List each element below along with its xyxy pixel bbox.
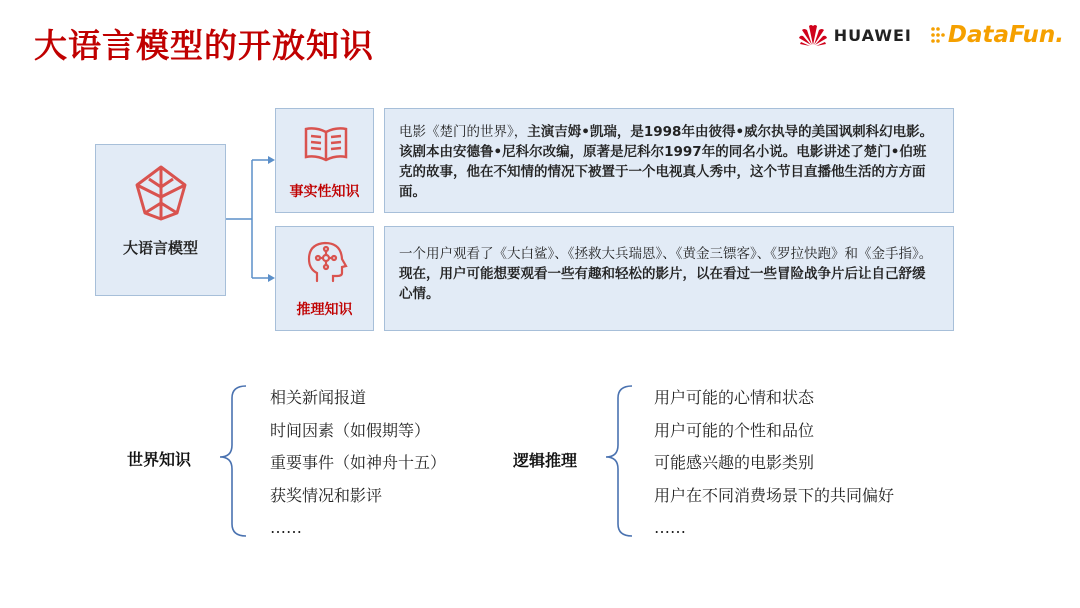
list-item: 相关新闻报道 bbox=[270, 388, 367, 407]
reasoning-example-lead: 一个用户观看了《大白鲨》、《拯救大兵瑞恩》、《黄金三镖客》、《罗拉快跑》和《金手指》。 bbox=[399, 246, 933, 262]
list-item: 用户可能的心情和状态 bbox=[654, 388, 815, 407]
huawei-wordmark: HUAWEI bbox=[833, 25, 912, 45]
list-item: 时间因素（如假期等） bbox=[270, 420, 431, 440]
datafun-wordmark: DataFun. bbox=[947, 22, 1064, 48]
page-title: 大语言模型的开放知识 bbox=[34, 26, 374, 65]
list-item: 获奖情况和影评 bbox=[270, 485, 383, 505]
factual-example-lead: 电影《楚门的世界》， bbox=[399, 124, 528, 140]
reasoning-knowledge-label: 推理知识 bbox=[296, 302, 353, 318]
factual-knowledge-label: 事实性知识 bbox=[289, 184, 360, 200]
list-item: …… bbox=[270, 518, 302, 537]
llm-node-label: 大语言模型 bbox=[122, 239, 198, 257]
world-knowledge-brace bbox=[220, 386, 246, 536]
list-item: …… bbox=[654, 518, 686, 537]
logical-reasoning-label: 逻辑推理 bbox=[513, 451, 578, 470]
factual-example-body: 主演吉姆•凯瑞，是1998年由彼得•威尔执导的美国讽刺科幻电影。该剧本由安德鲁•尼科尔改编，原著是尼科尔1997年的同名小说。电影讲述了楚门•伯班克的故事，他在不知情的情况下被置于一个电视真人秀中，这个节目直播他生活的方方面面。 bbox=[399, 124, 934, 200]
logical-reasoning-brace bbox=[606, 386, 632, 536]
list-item: 重要事件（如神舟十五） bbox=[270, 453, 447, 472]
world-knowledge-list bbox=[270, 386, 446, 549]
reasoning-example-body: 现在，用户可能想要观看一些有趣和轻松的影片，以在看过一些冒险战争片后让自己舒缓心情。 bbox=[399, 266, 926, 302]
world-knowledge-label: 世界知识 bbox=[127, 450, 192, 469]
list-item: 可能感兴趣的电影类别 bbox=[654, 453, 815, 472]
list-item: 用户在不同消费场景下的共同偏好 bbox=[654, 485, 895, 505]
list-item: 用户可能的个性和品位 bbox=[654, 420, 815, 440]
logical-reasoning-list bbox=[654, 386, 894, 549]
